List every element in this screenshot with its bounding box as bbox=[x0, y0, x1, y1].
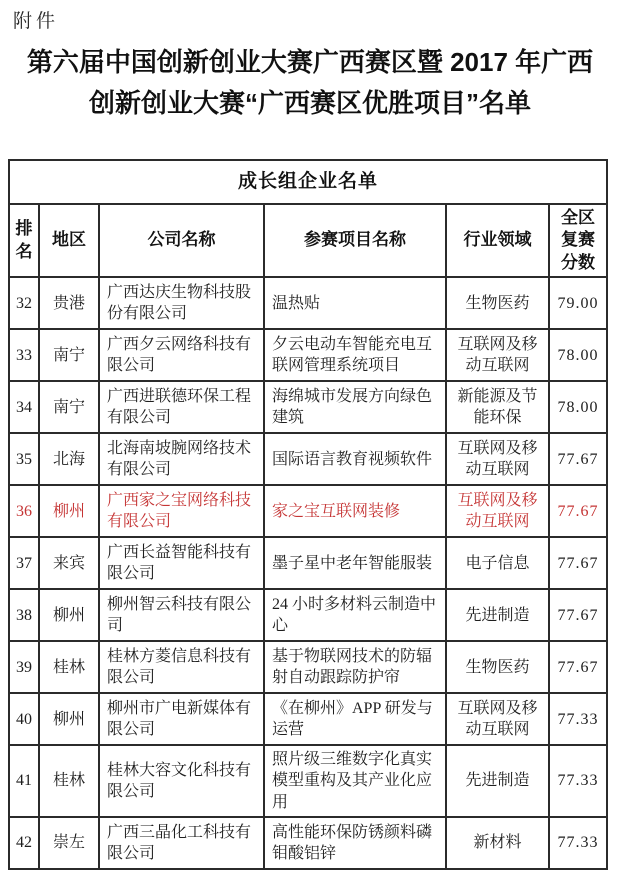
cell-project: 24 小时多材料云制造中心 bbox=[264, 589, 446, 641]
winners-table bbox=[8, 159, 608, 870]
cell-company: 桂林大容文化科技有限公司 bbox=[99, 745, 264, 816]
cell-score: 77.67 bbox=[549, 485, 607, 537]
cell-company: 广西家之宝网络科技有限公司 bbox=[99, 485, 264, 537]
column-header-region: 地区 bbox=[39, 204, 99, 277]
cell-company: 广西达庆生物科技股份有限公司 bbox=[99, 277, 264, 329]
cell-industry: 生物医药 bbox=[446, 277, 549, 329]
cell-rank: 42 bbox=[9, 817, 39, 869]
cell-region: 柳州 bbox=[39, 485, 99, 537]
cell-region: 南宁 bbox=[39, 381, 99, 433]
attachment-label: 附件 bbox=[13, 11, 60, 32]
cell-score: 77.33 bbox=[549, 693, 607, 745]
cell-project: 墨子星中老年智能服装 bbox=[264, 537, 446, 589]
column-header-rank: 排名 bbox=[9, 204, 39, 277]
cell-score: 77.33 bbox=[549, 745, 607, 816]
cell-region: 南宁 bbox=[39, 329, 99, 381]
cell-project: 国际语言教育视频软件 bbox=[264, 433, 446, 485]
table-row bbox=[9, 589, 607, 641]
cell-rank: 32 bbox=[9, 277, 39, 329]
cell-industry: 电子信息 bbox=[446, 537, 549, 589]
cell-industry: 互联网及移动互联网 bbox=[446, 485, 549, 537]
document-title-line-1: 第六届中国创新创业大赛广西赛区暨 2017 年广西 bbox=[26, 47, 594, 77]
cell-rank: 40 bbox=[9, 693, 39, 745]
table-group-header: 成长组企业名单 bbox=[9, 160, 607, 204]
document-title bbox=[8, 42, 612, 124]
cell-industry: 互联网及移动互联网 bbox=[446, 693, 549, 745]
cell-rank: 33 bbox=[9, 329, 39, 381]
table-group-header-row bbox=[9, 160, 607, 204]
cell-project: 家之宝互联网装修 bbox=[264, 485, 446, 537]
cell-project: 《在柳州》APP 研发与运营 bbox=[264, 693, 446, 745]
cell-industry: 互联网及移动互联网 bbox=[446, 329, 549, 381]
cell-company: 广西三晶化工科技有限公司 bbox=[99, 817, 264, 869]
cell-industry: 生物医药 bbox=[446, 641, 549, 693]
cell-rank: 37 bbox=[9, 537, 39, 589]
table-row bbox=[9, 381, 607, 433]
cell-score: 77.67 bbox=[549, 537, 607, 589]
cell-project: 海绵城市发展方向绿色建筑 bbox=[264, 381, 446, 433]
cell-rank: 36 bbox=[9, 485, 39, 537]
cell-region: 桂林 bbox=[39, 745, 99, 816]
cell-project: 高性能环保防锈颜料磷钼酸铝锌 bbox=[264, 817, 446, 869]
table-row bbox=[9, 745, 607, 816]
cell-company: 广西长益智能科技有限公司 bbox=[99, 537, 264, 589]
cell-company: 柳州市广电新媒体有限公司 bbox=[99, 693, 264, 745]
cell-score: 78.00 bbox=[549, 329, 607, 381]
cell-industry: 先进制造 bbox=[446, 745, 549, 816]
cell-project: 照片级三维数字化真实模型重构及其产业化应用 bbox=[264, 745, 446, 816]
cell-rank: 34 bbox=[9, 381, 39, 433]
cell-score: 77.67 bbox=[549, 433, 607, 485]
cell-project: 基于物联网技术的防辐射自动跟踪防护帘 bbox=[264, 641, 446, 693]
cell-region: 柳州 bbox=[39, 589, 99, 641]
cell-company: 广西进联德环保工程有限公司 bbox=[99, 381, 264, 433]
cell-score: 77.33 bbox=[549, 817, 607, 869]
table-row bbox=[9, 485, 607, 537]
cell-rank: 39 bbox=[9, 641, 39, 693]
table-row bbox=[9, 433, 607, 485]
document-page bbox=[0, 6, 620, 870]
cell-industry: 新能源及节能环保 bbox=[446, 381, 549, 433]
table-row bbox=[9, 693, 607, 745]
table-column-header-row bbox=[9, 204, 607, 277]
table-row bbox=[9, 329, 607, 381]
cell-score: 79.00 bbox=[549, 277, 607, 329]
column-header-project: 参赛项目名称 bbox=[264, 204, 446, 277]
cell-region: 崇左 bbox=[39, 817, 99, 869]
column-header-industry: 行业领域 bbox=[446, 204, 549, 277]
cell-project: 夕云电动车智能充电互联网管理系统项目 bbox=[264, 329, 446, 381]
cell-company: 桂林方菱信息科技有限公司 bbox=[99, 641, 264, 693]
table-row bbox=[9, 641, 607, 693]
cell-industry: 新材料 bbox=[446, 817, 549, 869]
column-header-company: 公司名称 bbox=[99, 204, 264, 277]
cell-company: 柳州智云科技有限公司 bbox=[99, 589, 264, 641]
cell-region: 北海 bbox=[39, 433, 99, 485]
table-row bbox=[9, 277, 607, 329]
cell-industry: 先进制造 bbox=[446, 589, 549, 641]
cell-score: 77.67 bbox=[549, 589, 607, 641]
cell-score: 78.00 bbox=[549, 381, 607, 433]
cell-rank: 41 bbox=[9, 745, 39, 816]
table-row bbox=[9, 817, 607, 869]
cell-score: 77.67 bbox=[549, 641, 607, 693]
table-body bbox=[9, 277, 607, 868]
cell-rank: 38 bbox=[9, 589, 39, 641]
cell-region: 来宾 bbox=[39, 537, 99, 589]
table-row bbox=[9, 537, 607, 589]
document-title-line-2: 创新创业大赛“广西赛区优胜项目”名单 bbox=[88, 88, 531, 118]
column-header-score: 全区复赛分数 bbox=[549, 204, 607, 277]
cell-industry: 互联网及移动互联网 bbox=[446, 433, 549, 485]
cell-region: 桂林 bbox=[39, 641, 99, 693]
cell-company: 广西夕云网络科技有限公司 bbox=[99, 329, 264, 381]
cell-rank: 35 bbox=[9, 433, 39, 485]
cell-company: 北海南坡腕网络技术有限公司 bbox=[99, 433, 264, 485]
cell-project: 温热贴 bbox=[264, 277, 446, 329]
cell-region: 贵港 bbox=[39, 277, 99, 329]
cell-region: 柳州 bbox=[39, 693, 99, 745]
